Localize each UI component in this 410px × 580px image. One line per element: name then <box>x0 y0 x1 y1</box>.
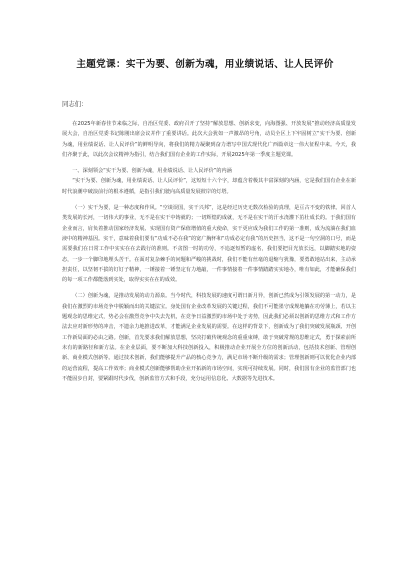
body-paragraph: “实干为要、创新为魂，用业绩说话、让人民评价”，这短短十六个字，却蕴含着极其丰富深刻的内涵，它是我们国有企业在新时代浪潮中破浪前行的根本遵循，是指引我们驶向高质量发展彼岸的灯塔。 <box>62 178 356 195</box>
body-paragraph: （二）创新为魂，是推动发展的动力源泉。当今时代，科技发展的速度可谓日新月异，创新已然成为引领发展的第一动力，是我们在激烈的市场竞争中脱颖而出的关键法宝。身处国有企业改革发展的关键过程，我们不可能墨守成规地躺在功劳簿上，若以主题观念的思维定式，势必会在激烈竞争中失去先机，在竞争日益激烈的市场中处于劣势，因此我们必须以创新的思维方式和工作方法去应对新形势的冲击，不遗余力地推进改革，才能满足企业发展的需要。在这样的背景下，创新成为了我们突破发展瓶颈、开创工作新局面的必由之路。创新，首先要求我们解放思想，坚决打破传统观念的重重束缚，敢于突破常规的思维定式，勇于探索前所未有的新路径和新方法。在企业层面，要不断加大科技创新投入，积极推动企业开展全方位的创新活动，包括技术创新、管理创新、商业模式创新等。通过技术创新，我们能够提升产品的核心竞争力，满足市场不断升级的需求；管理创新则可以优化企业内部的运营流程，提高工作效率；商业模式创新能够帮助企业开拓新的市场空间，实现可持续发展。同时，我们国有企业的监管部门也不能固步自封，要紧跟时代步伐，创新监管方式和手段，充分运用信息化、大数据等先进技术。 <box>62 293 356 382</box>
body-paragraph: （一）实干为要，是一种态度和作风。“空谈误国，实干兴邦”，这是经过历史无数次检验的真理，是亘古不变的铁律。回首人类发展的长河，一切伟大的事业，无不是在实干中铸就的；一切辉煌的成就，无不是在实干的汗水浇灌下茁壮成长的。于我们国有企业而言，肩负着推动国家经济发展、实现国有资产保值增值的重大使命，实干更应成为我们工作的第一准则，成为流淌在我们血液中的精神基因。实干，意味着我们要有“功成不必在我”的宽广胸怀和“功成必定有我”的历史担当，这不是一句空洞的口号，而是需要我们在日常工作中实实在在去践行的准则。不贪图一时的功劳，不追逐短暂的虚名，我们要把目光放长远，以脚踏实地的姿态，一步一个脚印地埋头苦干。在面对复杂棘手的问题和严峻的挑战时，我们不能有丝毫的退缩与犹豫，要勇敢地站出来，主动承担责任，以坚韧不拔的钉钉子精神，一锤接着一锤坚定有力地敲，一件事情接着一件事情踏踏实实地办，唯有如此，才能确保我们的每一项工作都能落到实处，取得实实在在的成效。 <box>62 205 356 284</box>
section-heading: 一、深刻领会“实干为要、创新为魂，用业绩说话、让人民评价”的内涵 <box>72 168 232 175</box>
document-body <box>62 119 356 384</box>
body-paragraph: 在2025年新春佳节来临之际，自治区党委、政府召开了坚持“解放思想、创新求变，向海图强、开放发展”推动经济高质量发展大会，自治区党委书记陈刚出席会议并作了重要讲话。此次大会犹如一声激昂的号角，动员全区上下牢固树立“实干为要、创新为魂，用业绩说话、让人民评价”的鲜明导向，将我们的精力凝聚到奋力谱写中国式现代化广西篇章这一伟大征程中来。今天，我们齐聚于此，以此次会议精神为指引，结合我们国有企业的工作实际，开展2025年第一季度主题党课。 <box>62 121 356 158</box>
document-title: 主题党课：实干为要、创新为魂，用业绩说话、让人民评价 <box>76 59 334 70</box>
salutation: 同志们： <box>62 100 88 108</box>
